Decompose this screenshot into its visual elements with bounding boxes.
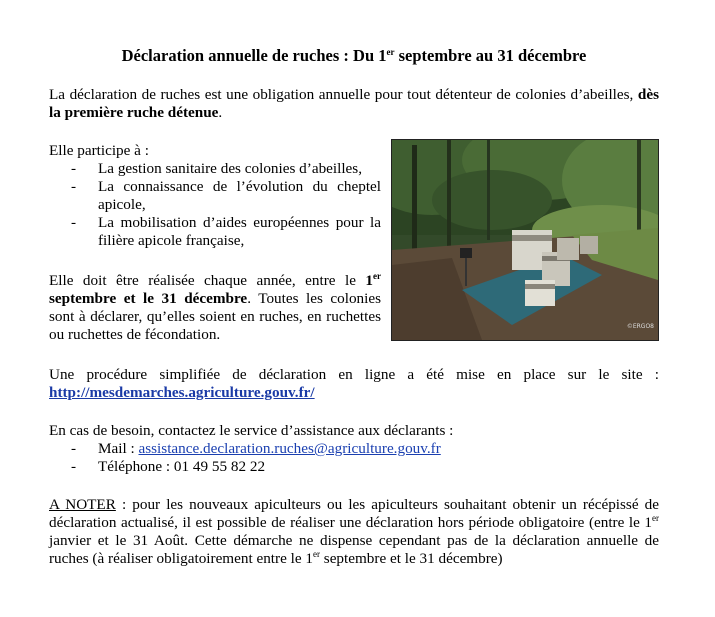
list-item-text: La connaissance de l’évolution du cheptel apicole,	[98, 178, 381, 213]
intro-text: La déclaration de ruches est une obligation annuelle pour tout détenteur de colonies d’abeilles,	[49, 86, 638, 103]
note-paragraph	[49, 496, 659, 568]
page-title	[49, 46, 659, 66]
procedure-paragraph	[49, 366, 659, 402]
mail-link[interactable]: assistance.declaration.ruches@agriculture.gouv.fr	[138, 440, 441, 457]
procedure-text: Une procédure simplifiée de déclaration en ligne a été mise en place sur le site :	[49, 366, 659, 383]
periode-sup: er	[373, 271, 381, 281]
phone-text: Téléphone : 01 49 55 82 22	[98, 458, 266, 475]
beehives-photo	[391, 139, 659, 341]
periode-bold-dates: septembre et le 31 décembre	[49, 290, 248, 307]
dash-bullet: -	[71, 214, 77, 231]
list-item-text: La mobilisation d’aides européennes pour la filière apicole française,	[98, 214, 381, 249]
periode-rest: . Toutes les colonies sont à déclarer, qu’elles soient en ruches, en ruchettes ou ruchettes de fécondation.	[49, 290, 382, 343]
list-item-phone	[49, 458, 659, 476]
note-sup-1: er	[652, 513, 659, 523]
list-item-mail	[49, 440, 659, 458]
note-text-3: septembre et le 31 décembre)	[319, 550, 503, 567]
dash-bullet: -	[71, 458, 77, 475]
periode-paragraph	[49, 272, 381, 344]
list-item	[49, 178, 381, 214]
title-text-end: septembre au 31 décembre	[394, 46, 587, 65]
dash-bullet: -	[71, 160, 77, 177]
list-item-text: La gestion sanitaire des colonies d’abeilles,	[98, 160, 363, 177]
mail-label: Mail :	[98, 440, 139, 457]
contact-list	[49, 440, 659, 476]
participe-heading: Elle participe à :	[49, 142, 149, 159]
note-label: A NOTER	[49, 496, 116, 513]
list-item	[49, 160, 381, 178]
beehives-photo-image	[392, 140, 658, 340]
title-text: Déclaration annuelle de ruches : Du 1	[121, 46, 387, 65]
note-text-1: : pour les nouveaux apiculteurs ou les apiculteurs souhaitant obtenir un récépissé de déclaration actualisé, il est possible de réaliser une déclaration hors période obligatoire (entre le 1	[49, 496, 660, 531]
periode-bold: 1	[365, 272, 373, 289]
intro-bold: dès la première ruche détenue	[49, 86, 659, 121]
list-item	[49, 214, 381, 250]
participe-list	[49, 160, 381, 250]
photo-watermark: ©ERGO8	[626, 323, 654, 330]
dash-bullet: -	[71, 178, 77, 195]
periode-text: Elle doit être réalisée chaque année, entre le	[49, 272, 366, 289]
dash-bullet: -	[71, 440, 77, 457]
mesdemarches-link[interactable]: http://mesdemarches.agriculture.gouv.fr/	[49, 384, 315, 401]
note-sup-2: er	[312, 549, 320, 559]
intro-end: .	[218, 104, 223, 121]
intro-paragraph	[49, 86, 659, 122]
title-sup: er	[386, 47, 395, 57]
note-text-2: janvier et le 31 Août. Cette démarche ne dispense cependant pas de la déclaration annuelle de ruches (à réaliser obligatoirement entre le 1	[49, 532, 659, 567]
assistance-intro: En cas de besoin, contactez le service d’assistance aux déclarants :	[49, 422, 454, 439]
